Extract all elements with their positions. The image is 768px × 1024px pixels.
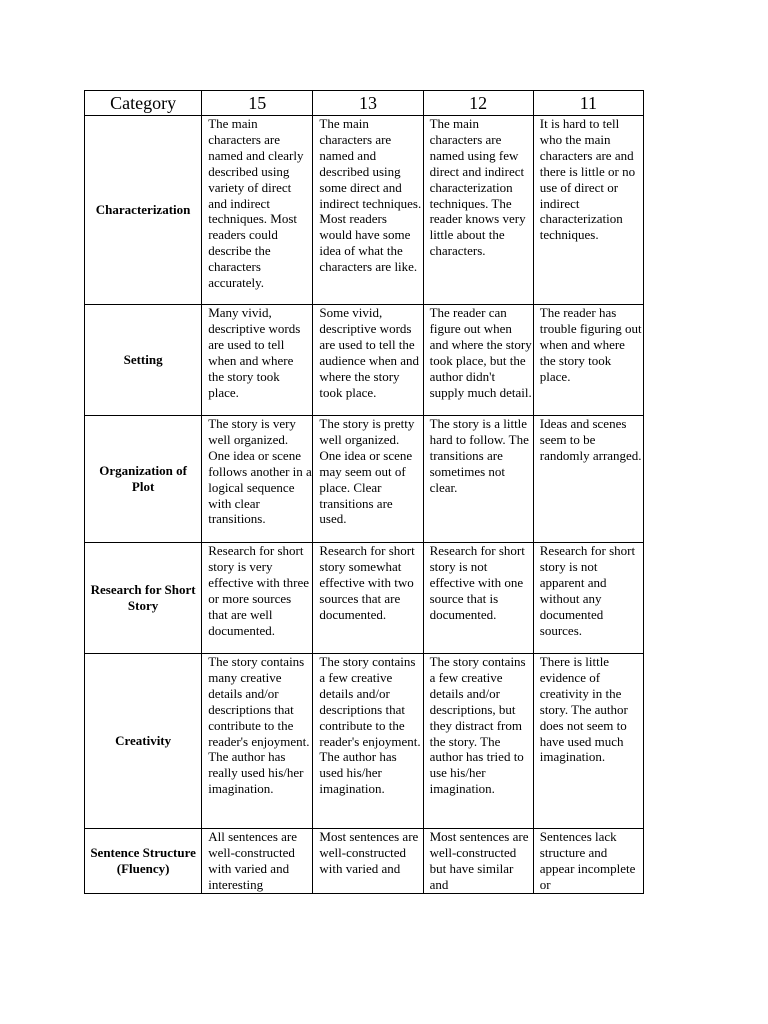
criteria-cell: The story contains a few creative details and/or descriptions, but they distract from the story. The author has tried to use his/her imagination.: [423, 654, 533, 829]
criteria-cell: The story is pretty well organized. One idea or scene may seem out of place. Clear transitions are used.: [313, 416, 423, 543]
header-score-12: 12: [423, 91, 533, 116]
criteria-cell: Research for short story is very effective with three or more sources that are well documented.: [202, 543, 313, 654]
table-row: [85, 829, 644, 894]
table-row: [85, 116, 644, 305]
criteria-cell: Many vivid, descriptive words are used to tell when and where the story took place.: [202, 305, 313, 416]
category-cell: Sentence Structure (Fluency): [85, 829, 202, 894]
criteria-cell: Most sentences are well-constructed with varied and: [313, 829, 423, 894]
criteria-cell: It is hard to tell who the main characters are and there is little or no use of direct or indirect characterization techniques.: [533, 116, 643, 305]
criteria-cell: Some vivid, descriptive words are used to tell the audience when and where the story took place.: [313, 305, 423, 416]
criteria-cell: Research for short story somewhat effective with two sources that are documented.: [313, 543, 423, 654]
criteria-cell: The main characters are named using few direct and indirect characterization techniques. The reader knows very little about the characters.: [423, 116, 533, 305]
table-row: [85, 305, 644, 416]
category-cell: Creativity: [85, 654, 202, 829]
criteria-cell: The story is a little hard to follow. The transitions are sometimes not clear.: [423, 416, 533, 543]
table-row: [85, 654, 644, 829]
criteria-cell: The story contains a few creative details and/or descriptions that contribute to the reader's enjoyment. The author has used his/her imagination.: [313, 654, 423, 829]
header-row: [85, 91, 644, 116]
criteria-cell: The main characters are named and clearly described using variety of direct and indirect techniques. Most readers could describe the characters accurately.: [202, 116, 313, 305]
criteria-cell: The story contains many creative details and/or descriptions that contribute to the reader's enjoyment. The author has really used his/her imagination.: [202, 654, 313, 829]
criteria-cell: The reader can figure out when and where the story took place, but the author didn't supply much detail.: [423, 305, 533, 416]
criteria-cell: The reader has trouble figuring out when and where the story took place.: [533, 305, 643, 416]
rubric-table: [84, 90, 644, 894]
table-row: [85, 416, 644, 543]
criteria-cell: There is little evidence of creativity in the story. The author does not seem to have used much imagination.: [533, 654, 643, 829]
header-score-11: 11: [533, 91, 643, 116]
criteria-cell: Ideas and scenes seem to be randomly arranged.: [533, 416, 643, 543]
category-cell: Organization of Plot: [85, 416, 202, 543]
category-cell: Research for Short Story: [85, 543, 202, 654]
criteria-cell: Research for short story is not effective with one source that is documented.: [423, 543, 533, 654]
criteria-cell: Most sentences are well-constructed but have similar and: [423, 829, 533, 894]
table-row: [85, 543, 644, 654]
category-cell: Setting: [85, 305, 202, 416]
header-category: Category: [85, 91, 202, 116]
criteria-cell: The story is very well organized. One idea or scene follows another in a logical sequence with clear transitions.: [202, 416, 313, 543]
criteria-cell: Research for short story is not apparent and without any documented sources.: [533, 543, 643, 654]
criteria-cell: All sentences are well-constructed with varied and interesting: [202, 829, 313, 894]
criteria-cell: Sentences lack structure and appear incomplete or: [533, 829, 643, 894]
criteria-cell: The main characters are named and described using some direct and indirect techniques. Most readers would have some idea of what the characters are like.: [313, 116, 423, 305]
category-cell: Characterization: [85, 116, 202, 305]
header-score-15: 15: [202, 91, 313, 116]
header-score-13: 13: [313, 91, 423, 116]
